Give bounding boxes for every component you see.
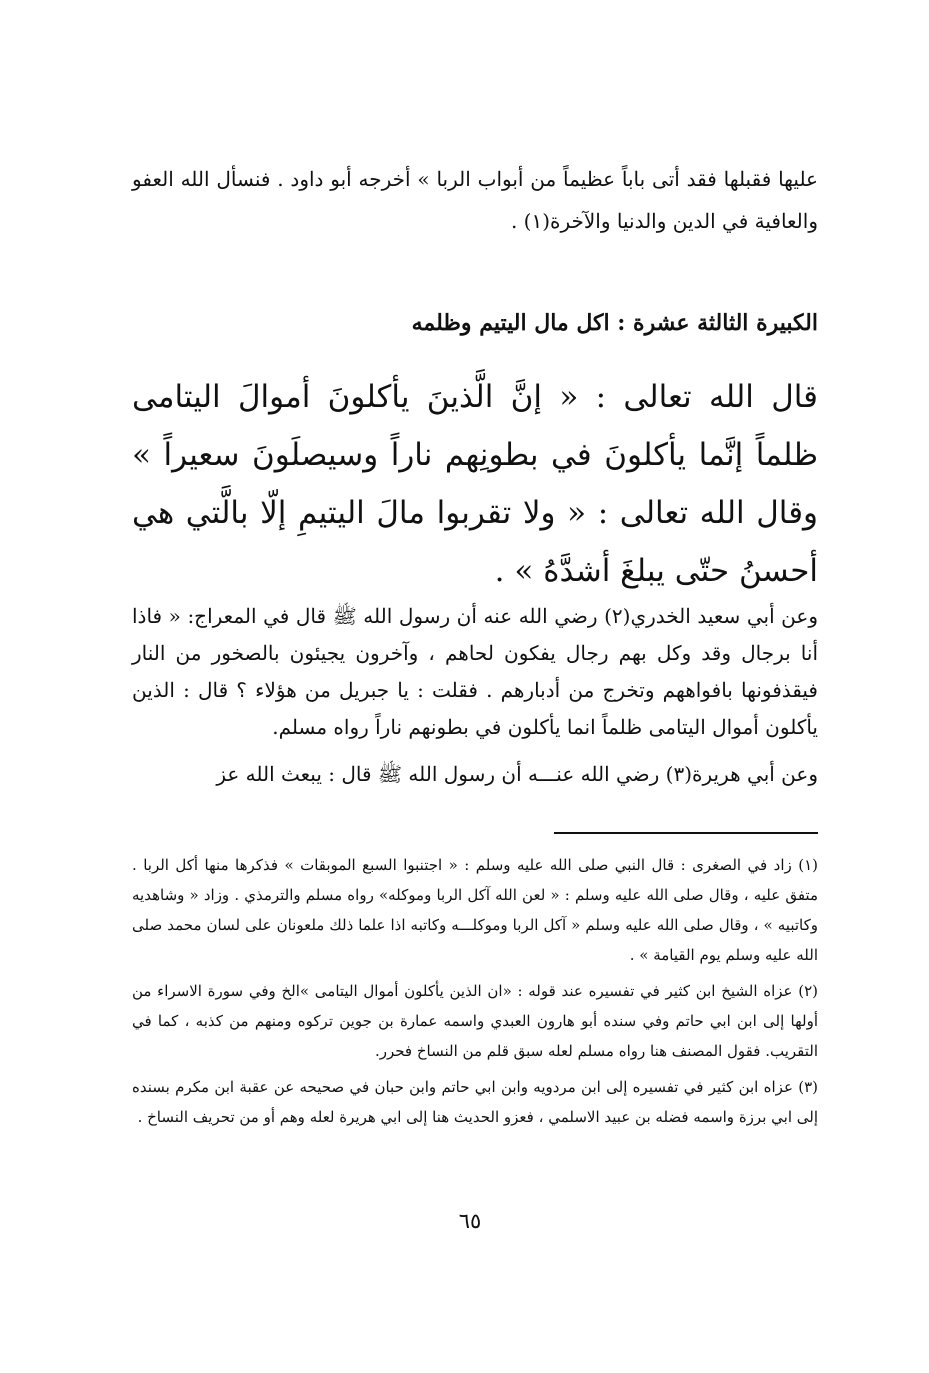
page-number: ٦٥ [458, 1209, 482, 1233]
quran-verse-paragraph: قال الله تعالى : « إنَّ الَّذينَ يأكلونَ أموالَ اليتامى ظلماً إنَّما يأكلونَ في بطونِهم ناراً وسيصلَونَ سعيراً » وقال الله تعالى : « ولا تقربوا مالَ اليتيمِ إلّا بالَّتي هي أحسنُ حتّى يبلغَ أشدَّهُ » . [132, 379, 818, 589]
footnotes [132, 850, 818, 1132]
hadith-paragraph: وعن أبي هريرة(٣) رضي الله عنـــه أن رسول الله ﷺ قال : يبعث الله عز [216, 762, 818, 786]
hadith-section [132, 598, 818, 793]
footnote-3: (٣) عزاه ابن كثير في تفسيره إلى ابن مردويه وابن ابي حاتم وابن حبان في صحيحه عن عقبة ابن مكرم بسنده إلى ابي برزة واسمه فضله بن عبيد الاسلمي ، فعزو الحديث هنا إلى ابي هريرة لعله وهم أو من تحريف النساخ . [132, 1078, 818, 1126]
hadith-paragraph: وعن أبي سعيد الخدري(٢) رضي الله عنه أن رسول الله ﷺ قال في المعراج: « فاذا أنا برجال وقد وكل بهم رجال يفكون لحاهم ، وآخرون يجيئون بالصخور من النار فيقذفونها بافواههم وتخرج من أدبارهم . فقلت : يا جبريل من هؤلاء ؟ قال : الذين يأكلون أموال اليتامى ظلماً انما يأكلون في بطونهم ناراً رواه مسلم. [132, 604, 818, 739]
section-heading: الكبيرة الثالثة عشرة : اكل مال اليتيم وظلمه [411, 310, 818, 336]
footnote-divider [554, 832, 818, 834]
footnote-1: (١) زاد في الصغرى : قال النبي صلى الله عليه وسلم : « اجتنبوا السبع الموبقات » فذكرها منها أكل الربا . متفق عليه ، وقال صلى الله عليه وسلم : « لعن الله آكل الربا وموكله» رواه مسلم والترمذي . وزاد « وشاهديه وكاتبيه » ، وقال صلى الله عليه وسلم « آكل الربا وموكلـــه وكاتبه اذا علما ذلك ملعونان على لسان محمد صلى الله عليه وسلم يوم القيامة » . [132, 856, 818, 964]
footnote-2: (٢) عزاه الشيخ ابن كثير في تفسيره عند قوله : «ان الذين يأكلون أموال اليتامى »الخ وفي سورة الاسراء من أولها إلى ابن ابي حاتم وفي سنده أبو هارون العبدي واسمه عمارة بن جوين تركوه ومنهم من كذبه ، كما في التقريب. فقول المصنف هنا رواه مسلم لعله سبق قلم من النساخ فحرر. [132, 982, 818, 1060]
intro-paragraph: عليها فقبلها فقد أتى باباً عظيماً من أبواب الربا » أخرجه أبو داود . فنسأل الله العفو والعافية في الدين والدنيا والآخرة(١) . [132, 167, 818, 233]
